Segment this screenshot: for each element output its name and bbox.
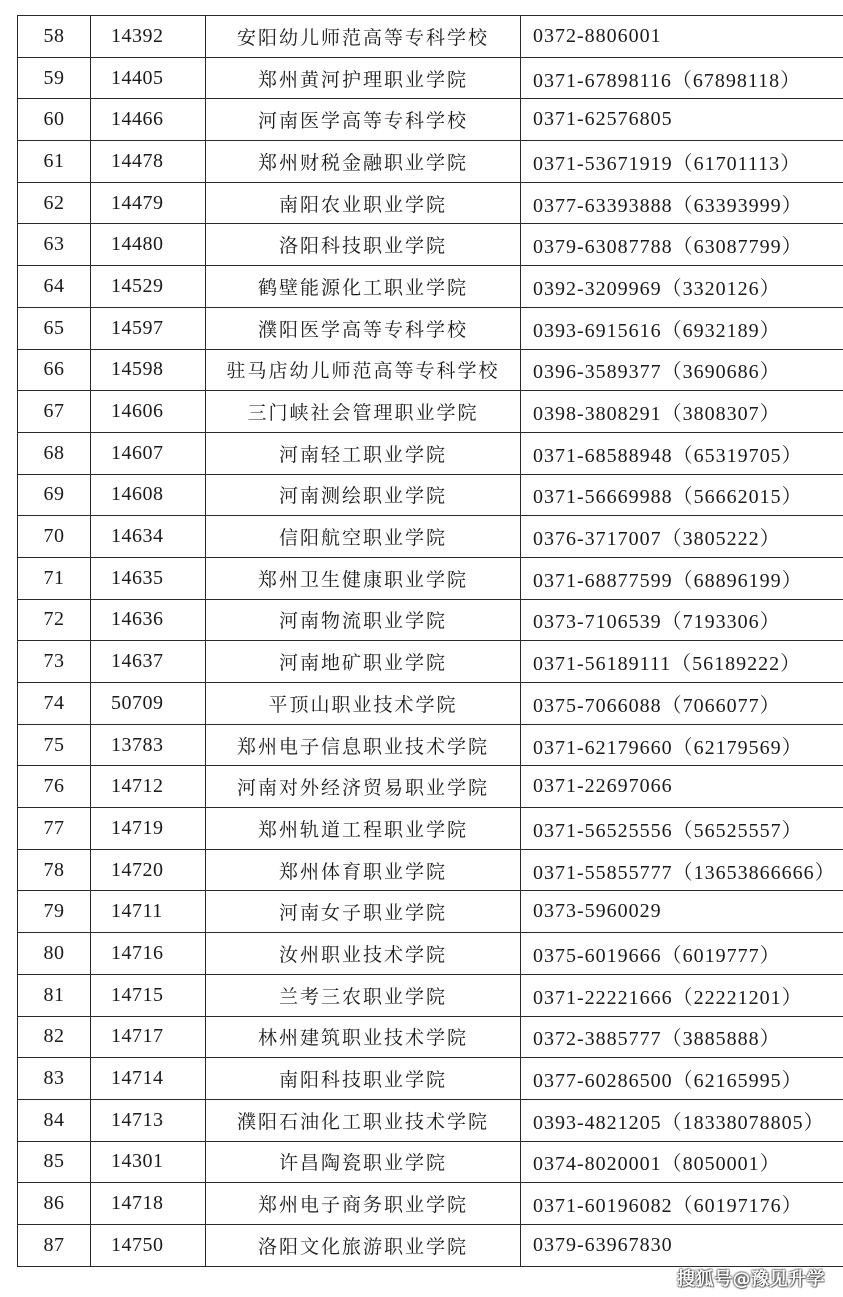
cell-phone: 0372-3885777（3885888） xyxy=(521,1016,843,1058)
table-row xyxy=(18,391,843,433)
table-row xyxy=(18,766,843,808)
cell-school-code: 14634 xyxy=(91,516,206,558)
cell-school-name: 河南物流职业学院 xyxy=(206,599,521,641)
cell-seq: 68 xyxy=(18,432,91,474)
school-contact-table xyxy=(17,15,843,1267)
cell-school-code: 50709 xyxy=(91,683,206,725)
cell-school-code: 14720 xyxy=(91,849,206,891)
cell-phone: 0376-3717007（3805222） xyxy=(521,516,843,558)
cell-phone: 0371-68877599（68896199） xyxy=(521,557,843,599)
cell-seq: 66 xyxy=(18,349,91,391)
cell-school-name: 郑州财税金融职业学院 xyxy=(206,141,521,183)
cell-school-name: 郑州电子信息职业技术学院 xyxy=(206,724,521,766)
cell-school-code: 14598 xyxy=(91,349,206,391)
cell-seq: 75 xyxy=(18,724,91,766)
cell-school-code: 14715 xyxy=(91,974,206,1016)
cell-seq: 84 xyxy=(18,1099,91,1141)
cell-phone: 0371-22221666（22221201） xyxy=(521,974,843,1016)
cell-phone: 0377-63393888（63393999） xyxy=(521,182,843,224)
cell-seq: 76 xyxy=(18,766,91,808)
cell-seq: 85 xyxy=(18,1141,91,1183)
cell-school-name: 南阳农业职业学院 xyxy=(206,182,521,224)
table-row xyxy=(18,683,843,725)
cell-school-name: 郑州黄河护理职业学院 xyxy=(206,57,521,99)
cell-school-code: 14637 xyxy=(91,641,206,683)
cell-school-name: 郑州电子商务职业学院 xyxy=(206,1183,521,1225)
table-row xyxy=(18,349,843,391)
table-row xyxy=(18,808,843,850)
cell-school-name: 郑州卫生健康职业学院 xyxy=(206,557,521,599)
cell-seq: 65 xyxy=(18,307,91,349)
table-row xyxy=(18,1141,843,1183)
cell-phone: 0371-56525556（56525557） xyxy=(521,808,843,850)
cell-school-code: 14608 xyxy=(91,474,206,516)
cell-seq: 87 xyxy=(18,1224,91,1266)
cell-seq: 58 xyxy=(18,16,91,58)
cell-phone: 0379-63967830 xyxy=(521,1224,843,1266)
cell-seq: 71 xyxy=(18,557,91,599)
cell-school-name: 平顶山职业技术学院 xyxy=(206,683,521,725)
cell-school-name: 三门峡社会管理职业学院 xyxy=(206,391,521,433)
table-row xyxy=(18,16,843,58)
table-row xyxy=(18,1099,843,1141)
table-row xyxy=(18,1058,843,1100)
cell-phone: 0373-7106539（7193306） xyxy=(521,599,843,641)
cell-school-code: 14717 xyxy=(91,1016,206,1058)
cell-phone: 0371-62576805 xyxy=(521,99,843,141)
table-row xyxy=(18,557,843,599)
table-row xyxy=(18,974,843,1016)
cell-phone: 0374-8020001（8050001） xyxy=(521,1141,843,1183)
cell-seq: 82 xyxy=(18,1016,91,1058)
cell-phone: 0371-22697066 xyxy=(521,766,843,808)
cell-seq: 81 xyxy=(18,974,91,1016)
cell-school-code: 14606 xyxy=(91,391,206,433)
cell-phone: 0393-4821205（18338078805） xyxy=(521,1099,843,1141)
cell-school-code: 14716 xyxy=(91,933,206,975)
cell-school-code: 14719 xyxy=(91,808,206,850)
cell-phone: 0371-67898116（67898118） xyxy=(521,57,843,99)
cell-school-code: 14466 xyxy=(91,99,206,141)
cell-seq: 72 xyxy=(18,599,91,641)
school-contact-table-container xyxy=(17,15,836,1267)
cell-school-name: 河南轻工职业学院 xyxy=(206,432,521,474)
table-row xyxy=(18,516,843,558)
table-row xyxy=(18,1183,843,1225)
cell-phone: 0372-8806001 xyxy=(521,16,843,58)
cell-seq: 69 xyxy=(18,474,91,516)
cell-phone: 0379-63087788（63087799） xyxy=(521,224,843,266)
table-row xyxy=(18,641,843,683)
cell-seq: 70 xyxy=(18,516,91,558)
cell-phone: 0398-3808291（3808307） xyxy=(521,391,843,433)
cell-seq: 77 xyxy=(18,808,91,850)
cell-school-name: 信阳航空职业学院 xyxy=(206,516,521,558)
cell-school-code: 14635 xyxy=(91,557,206,599)
cell-school-name: 河南测绘职业学院 xyxy=(206,474,521,516)
table-row xyxy=(18,266,843,308)
cell-phone: 0377-60286500（62165995） xyxy=(521,1058,843,1100)
cell-school-name: 郑州体育职业学院 xyxy=(206,849,521,891)
cell-seq: 86 xyxy=(18,1183,91,1225)
cell-school-code: 14405 xyxy=(91,57,206,99)
table-row xyxy=(18,182,843,224)
cell-school-code: 14711 xyxy=(91,891,206,933)
cell-phone: 0392-3209969（3320126） xyxy=(521,266,843,308)
cell-phone: 0396-3589377（3690686） xyxy=(521,349,843,391)
cell-seq: 63 xyxy=(18,224,91,266)
cell-school-name: 郑州轨道工程职业学院 xyxy=(206,808,521,850)
table-row xyxy=(18,307,843,349)
cell-school-name: 安阳幼儿师范高等专科学校 xyxy=(206,16,521,58)
cell-school-name: 林州建筑职业技术学院 xyxy=(206,1016,521,1058)
cell-seq: 74 xyxy=(18,683,91,725)
cell-school-code: 14529 xyxy=(91,266,206,308)
cell-school-name: 南阳科技职业学院 xyxy=(206,1058,521,1100)
cell-school-name: 洛阳科技职业学院 xyxy=(206,224,521,266)
cell-school-code: 14636 xyxy=(91,599,206,641)
cell-school-name: 河南女子职业学院 xyxy=(206,891,521,933)
table-row xyxy=(18,724,843,766)
cell-phone: 0373-5960029 xyxy=(521,891,843,933)
cell-school-code: 14750 xyxy=(91,1224,206,1266)
cell-school-name: 河南对外经济贸易职业学院 xyxy=(206,766,521,808)
cell-school-name: 鹤壁能源化工职业学院 xyxy=(206,266,521,308)
table-row xyxy=(18,224,843,266)
cell-phone: 0371-62179660（62179569） xyxy=(521,724,843,766)
table-row xyxy=(18,141,843,183)
cell-phone: 0371-68588948（65319705） xyxy=(521,432,843,474)
cell-school-code: 14392 xyxy=(91,16,206,58)
cell-school-code: 14301 xyxy=(91,1141,206,1183)
cell-school-code: 14597 xyxy=(91,307,206,349)
cell-school-code: 14714 xyxy=(91,1058,206,1100)
cell-phone: 0371-60196082（60197176） xyxy=(521,1183,843,1225)
cell-school-code: 14478 xyxy=(91,141,206,183)
table-row xyxy=(18,849,843,891)
cell-school-code: 14713 xyxy=(91,1099,206,1141)
cell-phone: 0393-6915616（6932189） xyxy=(521,307,843,349)
table-body xyxy=(18,16,843,1267)
cell-school-name: 河南地矿职业学院 xyxy=(206,641,521,683)
cell-school-name: 濮阳医学高等专科学校 xyxy=(206,307,521,349)
table-row xyxy=(18,57,843,99)
cell-seq: 59 xyxy=(18,57,91,99)
table-row xyxy=(18,1224,843,1266)
cell-seq: 80 xyxy=(18,933,91,975)
cell-seq: 83 xyxy=(18,1058,91,1100)
cell-school-code: 14607 xyxy=(91,432,206,474)
cell-school-code: 13783 xyxy=(91,724,206,766)
cell-school-name: 兰考三农职业学院 xyxy=(206,974,521,1016)
cell-seq: 64 xyxy=(18,266,91,308)
cell-seq: 67 xyxy=(18,391,91,433)
table-row xyxy=(18,432,843,474)
cell-phone: 0371-56189111（56189222） xyxy=(521,641,843,683)
cell-seq: 61 xyxy=(18,141,91,183)
cell-school-code: 14718 xyxy=(91,1183,206,1225)
watermark-text: 搜狐号@豫见升学 xyxy=(677,1269,825,1290)
cell-seq: 79 xyxy=(18,891,91,933)
cell-school-code: 14479 xyxy=(91,182,206,224)
cell-seq: 78 xyxy=(18,849,91,891)
table-row xyxy=(18,933,843,975)
cell-school-code: 14480 xyxy=(91,224,206,266)
cell-school-name: 许昌陶瓷职业学院 xyxy=(206,1141,521,1183)
cell-seq: 73 xyxy=(18,641,91,683)
cell-phone: 0375-6019666（6019777） xyxy=(521,933,843,975)
cell-seq: 62 xyxy=(18,182,91,224)
cell-seq: 60 xyxy=(18,99,91,141)
table-row xyxy=(18,99,843,141)
cell-school-name: 洛阳文化旅游职业学院 xyxy=(206,1224,521,1266)
cell-phone: 0371-56669988（56662015） xyxy=(521,474,843,516)
table-row xyxy=(18,474,843,516)
table-row xyxy=(18,599,843,641)
cell-phone: 0371-55855777（13653866666） xyxy=(521,849,843,891)
cell-phone: 0371-53671919（61701113） xyxy=(521,141,843,183)
cell-school-name: 汝州职业技术学院 xyxy=(206,933,521,975)
cell-phone: 0375-7066088（7066077） xyxy=(521,683,843,725)
cell-school-name: 驻马店幼儿师范高等专科学校 xyxy=(206,349,521,391)
cell-school-name: 濮阳石油化工职业技术学院 xyxy=(206,1099,521,1141)
table-row xyxy=(18,1016,843,1058)
cell-school-code: 14712 xyxy=(91,766,206,808)
cell-school-name: 河南医学高等专科学校 xyxy=(206,99,521,141)
table-row xyxy=(18,891,843,933)
